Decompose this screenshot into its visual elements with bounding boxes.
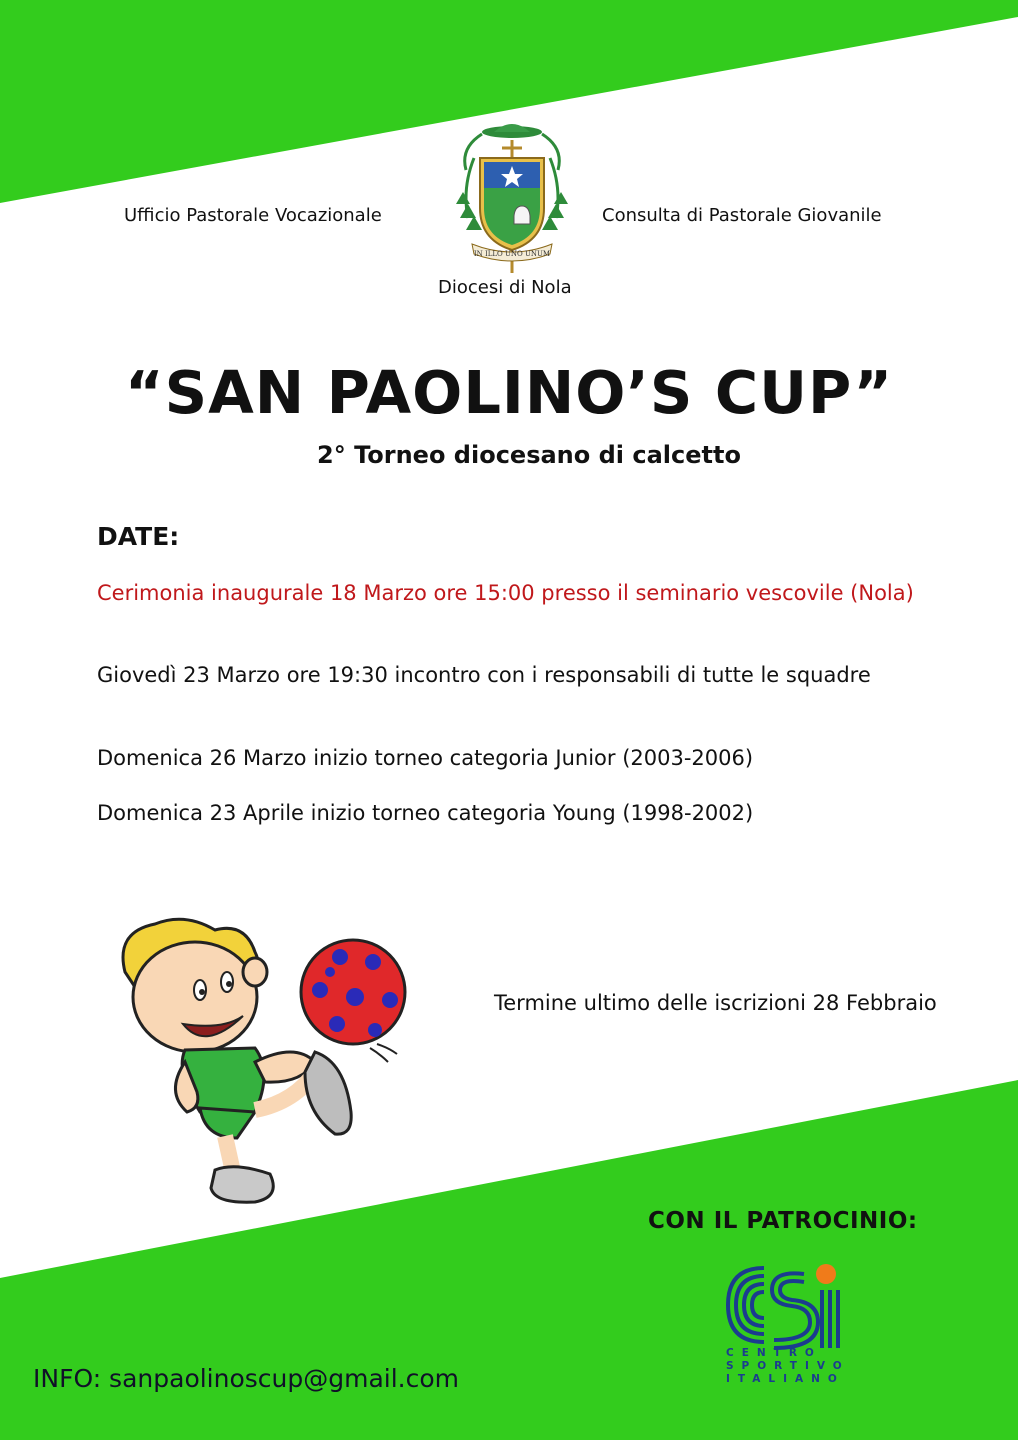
- csi-line-3: ITALIANO: [726, 1373, 845, 1385]
- csi-line-1: CENTRO: [726, 1347, 822, 1359]
- event-team-meeting: Giovedì 23 Marzo ore 19:30 incontro con i responsabili di tutte le squadre: [97, 663, 871, 687]
- registration-deadline: Termine ultimo delle iscrizioni 28 Febbraio: [494, 991, 937, 1015]
- contact-info[interactable]: INFO: sanpaolinoscup@gmail.com: [33, 1364, 460, 1393]
- sponsor-label: CON IL PATROCINIO:: [648, 1208, 918, 1234]
- event-junior-start: Domenica 26 Marzo inizio torneo categoria Junior (2003-2006): [97, 746, 754, 770]
- kid-football-illustration: [105, 912, 425, 1212]
- dates-heading: DATE:: [97, 522, 180, 551]
- csi-line-2: SPORTIVO: [726, 1360, 850, 1372]
- event-subtitle: 2° Torneo diocesano di calcetto: [317, 441, 741, 469]
- council-name: Consulta di Pastorale Giovanile: [602, 205, 882, 226]
- office-name: Ufficio Pastorale Vocazionale: [124, 205, 382, 226]
- event-opening-ceremony: Cerimonia inaugurale 18 Marzo ore 15:00 presso il seminario vescovile (Nola): [97, 581, 914, 605]
- event-young-start: Domenica 23 Aprile inizio torneo categoria Young (1998-2002): [97, 801, 754, 825]
- event-title: “SAN PAOLINO’S CUP”: [124, 358, 894, 427]
- crest-motto: IN ILLO UNO UNUM: [473, 250, 551, 258]
- diocese-name: Diocesi di Nola: [438, 277, 572, 298]
- diocese-crest-icon: [452, 118, 572, 278]
